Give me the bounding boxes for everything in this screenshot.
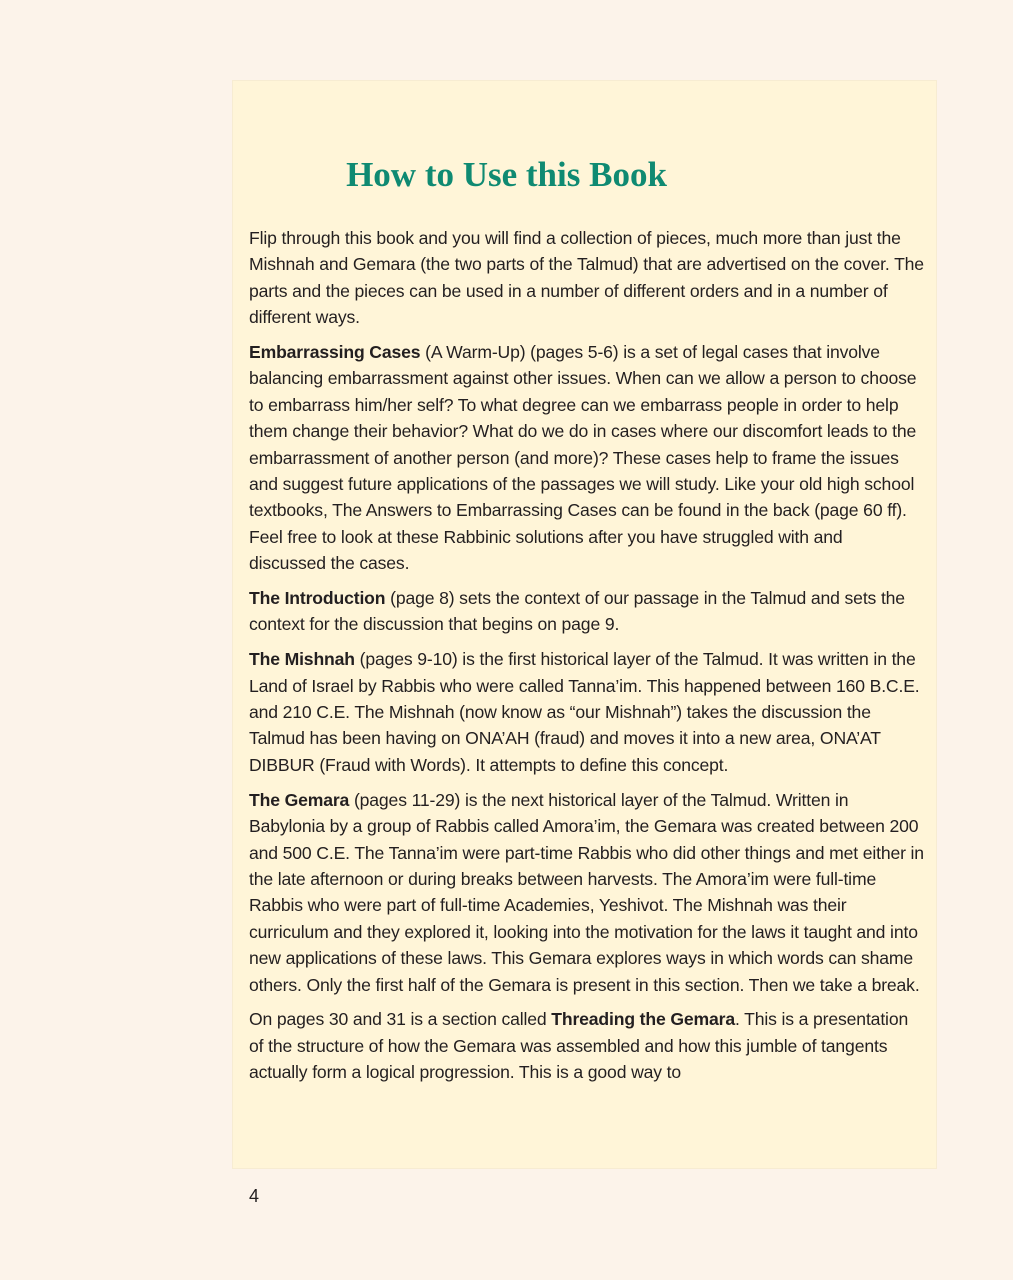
body-area <box>233 81 936 1168</box>
page-number: 4 <box>249 1186 260 1206</box>
paragraph-text: Flip through this book and you will find a collection of pieces, much more than just the Mishnah and Gemara (the two parts of the Talmud) that are advertised on the cover. The parts and the pieces can be used in a number of different orders and in a number of different ways. <box>249 228 924 328</box>
paragraph-introduction <box>249 585 924 638</box>
paragraph-threading <box>249 1006 924 1085</box>
paragraph-text: (pages 9-10) is the first historical layer of the Talmud. It was written in the Land of Israel by Rabbis who were called Tanna’im. This happened between 160 B.C.E. and 210 C.E. The Mishnah (now know as “our Mishnah”) takes the discussion the Talmud has been having on ONA’AH (fraud) and moves it into a new area, ONA’AT DIBBUR (Fraud with Words). It attempts to define this concept. <box>249 649 920 775</box>
page-title: How to Use this Book <box>346 155 667 194</box>
body-text <box>249 225 924 1094</box>
paragraph-mishnah <box>249 646 924 778</box>
paragraph-embarrassing-cases <box>249 339 924 577</box>
paragraph-lead: On pages 30 and 31 is a section called <box>249 1009 552 1030</box>
paragraph-heading: Threading the Gemara <box>551 1009 735 1030</box>
paragraph-text: (page 8) sets the context of our passage in the Talmud and sets the context for the discussion that begins on page 9. <box>249 588 905 635</box>
paragraph-intro <box>249 225 924 331</box>
paragraph-heading: The Introduction <box>249 588 386 609</box>
paragraph-heading: Embarrassing Cases <box>249 342 421 363</box>
paragraph-text: (pages 11-29) is the next historical layer of the Talmud. Written in Babylonia by a group of Rabbis called Amora’im, the Gemara was created between 200 and 500 C.E. The Tanna’im were part-time Rabbis who did other things and met either in the late afternoon or during breaks between harvests. The Amora’im were full-time Rabbis who were part of full-time Academies, Yeshivot. The Mishnah was their curriculum and they explored it, looking into the motivation for the laws it taught and into new applications of these laws. This Gemara explores ways in which words can shame others. Only the first half of the Gemara is present in this section. Then we take a break. <box>249 789 924 995</box>
paragraph-heading: The Gemara <box>249 789 350 810</box>
paragraph-text: (A Warm-Up) (pages 5-6) is a set of legal cases that involve balancing embarrassment against other issues. When can we allow a person to choose to embarrass him/her self? To what degree can we embarrass people in order to help them change their behavior? What do we do in cases where our discomfort leads to the embarrassment of another person (and more)? These cases help to frame the issues and suggest future applications of the passages we will study. Like your old high school textbooks, The Answers to Embarrassing Cases can be found in the back (page 60 ff). Feel free to look at these Rabbinic solutions after you have struggled with and discussed the cases. <box>249 342 917 574</box>
paragraph-text: . This is a presentation of the structure of how the Gemara was assembled and how this jumble of tangents actually form a logical progression. This is a good way to <box>249 1009 909 1083</box>
paragraph-heading: The Mishnah <box>249 649 355 670</box>
paragraph-gemara <box>249 787 924 998</box>
